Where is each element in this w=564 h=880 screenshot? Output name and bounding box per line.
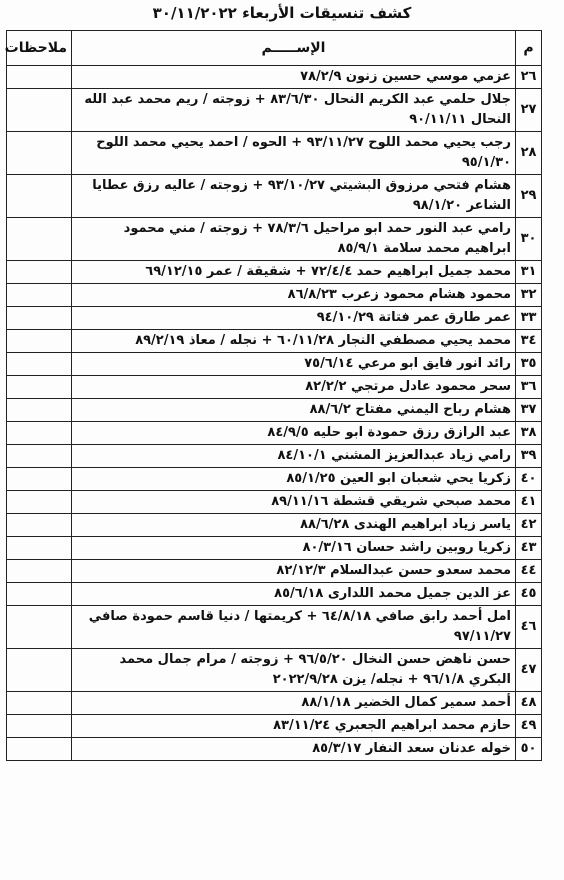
- row-number: ٤٢: [516, 514, 542, 537]
- row-notes: [7, 89, 72, 132]
- table-row: [7, 468, 542, 491]
- header-number: م: [516, 31, 542, 66]
- row-name: زكريا روبين راشد حسان ٨٠/٣/١٦: [72, 537, 516, 560]
- row-name: رامي عبد النور حمد ابو مراحيل ٧٨/٣/٦ + زوجته / مني محمود ابراهيم محمد سلامة ٨٥/٩/١: [72, 218, 516, 261]
- row-notes: [7, 715, 72, 738]
- table-body: [7, 66, 542, 761]
- row-number: ٢٦: [516, 66, 542, 89]
- row-notes: [7, 738, 72, 761]
- row-number: ٣٣: [516, 307, 542, 330]
- row-name: محمد سعدو حسن عبدالسلام ٨٢/١٢/٣: [72, 560, 516, 583]
- row-name: ياسر زياد ابراهيم الهندى ٨٨/٦/٢٨: [72, 514, 516, 537]
- row-name: جلال حلمي عبد الكريم النحال ٨٣/٦/٣٠ + زوجته / ريم محمد عبد الله النحال ٩٠/١١/١١: [72, 89, 516, 132]
- table-row: [7, 353, 542, 376]
- row-notes: [7, 491, 72, 514]
- table-row: [7, 261, 542, 284]
- row-number: ٣٠: [516, 218, 542, 261]
- row-notes: [7, 376, 72, 399]
- row-number: ٣١: [516, 261, 542, 284]
- table-row: [7, 692, 542, 715]
- row-notes: [7, 560, 72, 583]
- row-number: ٣٤: [516, 330, 542, 353]
- row-notes: [7, 66, 72, 89]
- table-row: [7, 330, 542, 353]
- row-name: محمد يحيي مصطفي النجار ٦٠/١١/٢٨ + نجله / معاذ ٨٩/٢/١٩: [72, 330, 516, 353]
- page-title: كشف تنسيقات الأربعاء ٣٠/١١/٢٠٢٢: [152, 4, 412, 22]
- row-number: ٤٤: [516, 560, 542, 583]
- table-row: [7, 89, 542, 132]
- header-name: الإســـــم: [72, 31, 516, 66]
- row-name: خوله عدنان سعد النفار ٨٥/٣/١٧: [72, 738, 516, 761]
- row-name: هشام فتحي مرزوق البشيتي ٩٣/١٠/٢٧ + زوجته / عاليه رزق عطايا الشاعر ٩٨/١/٢٠: [72, 175, 516, 218]
- row-name: عزمي موسي حسين زنون ٧٨/٢/٩: [72, 66, 516, 89]
- row-number: ٤٣: [516, 537, 542, 560]
- table-header-row: [7, 31, 542, 66]
- row-number: ٣٦: [516, 376, 542, 399]
- row-name: محمد جميل ابراهيم حمد ٧٢/٤/٤ + شقيقة / عمر ٦٩/١٢/١٥: [72, 261, 516, 284]
- row-number: ٣٧: [516, 399, 542, 422]
- table-row: [7, 376, 542, 399]
- row-name: عز الدين جميل محمد اللدارى ٨٥/٦/١٨: [72, 583, 516, 606]
- row-number: ٢٧: [516, 89, 542, 132]
- table-row: [7, 715, 542, 738]
- table-row: [7, 284, 542, 307]
- row-notes: [7, 307, 72, 330]
- row-name: عبد الرازق رزق حمودة ابو حليه ٨٤/٩/٥: [72, 422, 516, 445]
- table-row: [7, 307, 542, 330]
- row-number: ٢٩: [516, 175, 542, 218]
- row-number: ٣٢: [516, 284, 542, 307]
- table-row: [7, 491, 542, 514]
- row-notes: [7, 330, 72, 353]
- row-number: ٤٨: [516, 692, 542, 715]
- row-notes: [7, 514, 72, 537]
- table-row: [7, 583, 542, 606]
- table-row: [7, 422, 542, 445]
- row-notes: [7, 261, 72, 284]
- table-row: [7, 175, 542, 218]
- row-number: ٤٠: [516, 468, 542, 491]
- row-number: ٥٠: [516, 738, 542, 761]
- row-notes: [7, 218, 72, 261]
- row-notes: [7, 422, 72, 445]
- row-notes: [7, 284, 72, 307]
- row-name: محمود هشام محمود زعرب ٨٦/٨/٢٣: [72, 284, 516, 307]
- table-row: [7, 399, 542, 422]
- table-row: [7, 649, 542, 692]
- row-name: رجب يحيي محمد اللوح ٩٣/١١/٢٧ + الحوه / احمد يحيي محمد اللوح ٩٥/١/٣٠: [72, 132, 516, 175]
- row-notes: [7, 175, 72, 218]
- row-name: حسن ناهض حسن النخال ٩٦/٥/٢٠ + زوجته / مرام جمال محمد البكري ٩٦/١/٨ + نجله/ يزن ٢٠٢٢/٩/٢٨: [72, 649, 516, 692]
- table-row: [7, 514, 542, 537]
- row-notes: [7, 649, 72, 692]
- table-row: [7, 738, 542, 761]
- row-name: رامي زياد عبدالعزيز المشني ٨٤/١٠/١: [72, 445, 516, 468]
- table-row: [7, 66, 542, 89]
- row-number: ٤٧: [516, 649, 542, 692]
- row-notes: [7, 583, 72, 606]
- row-notes: [7, 399, 72, 422]
- header-notes: ملاحظات: [7, 31, 72, 66]
- row-notes: [7, 468, 72, 491]
- row-notes: [7, 606, 72, 649]
- table-row: [7, 560, 542, 583]
- table-row: [7, 445, 542, 468]
- row-name: زكريا يحي شعبان ابو العين ٨٥/١/٢٥: [72, 468, 516, 491]
- row-name: رائد انور فايق ابو مرعي ٧٥/٦/١٤: [72, 353, 516, 376]
- row-notes: [7, 132, 72, 175]
- table-row: [7, 132, 542, 175]
- row-notes: [7, 692, 72, 715]
- row-number: ٣٩: [516, 445, 542, 468]
- table-row: [7, 537, 542, 560]
- table-row: [7, 218, 542, 261]
- row-number: ٤٩: [516, 715, 542, 738]
- row-notes: [7, 353, 72, 376]
- row-name: امل أحمد رابق صافي ٦٤/٨/١٨ + كريمتها / دنيا قاسم حمودة صافي ٩٧/١١/٢٧: [72, 606, 516, 649]
- row-name: حازم محمد ابراهيم الجعبري ٨٣/١١/٢٤: [72, 715, 516, 738]
- row-name: محمد صبحي شريقي قشطة ٨٩/١١/١٦: [72, 491, 516, 514]
- row-number: ٤١: [516, 491, 542, 514]
- row-name: عمر طارق عمر فتاتة ٩٤/١٠/٢٩: [72, 307, 516, 330]
- row-name: سحر محمود عادل مرتجي ٨٢/٢/٢: [72, 376, 516, 399]
- row-number: ٢٨: [516, 132, 542, 175]
- row-number: ٣٥: [516, 353, 542, 376]
- row-number: ٤٥: [516, 583, 542, 606]
- table-row: [7, 606, 542, 649]
- row-name: أحمد سمير كمال الخضير ٨٨/١/١٨: [72, 692, 516, 715]
- names-table: [6, 30, 542, 761]
- row-notes: [7, 445, 72, 468]
- row-notes: [7, 537, 72, 560]
- row-number: ٣٨: [516, 422, 542, 445]
- row-name: هشام رباح اليمني مفتاح ٨٨/٦/٢: [72, 399, 516, 422]
- row-number: ٤٦: [516, 606, 542, 649]
